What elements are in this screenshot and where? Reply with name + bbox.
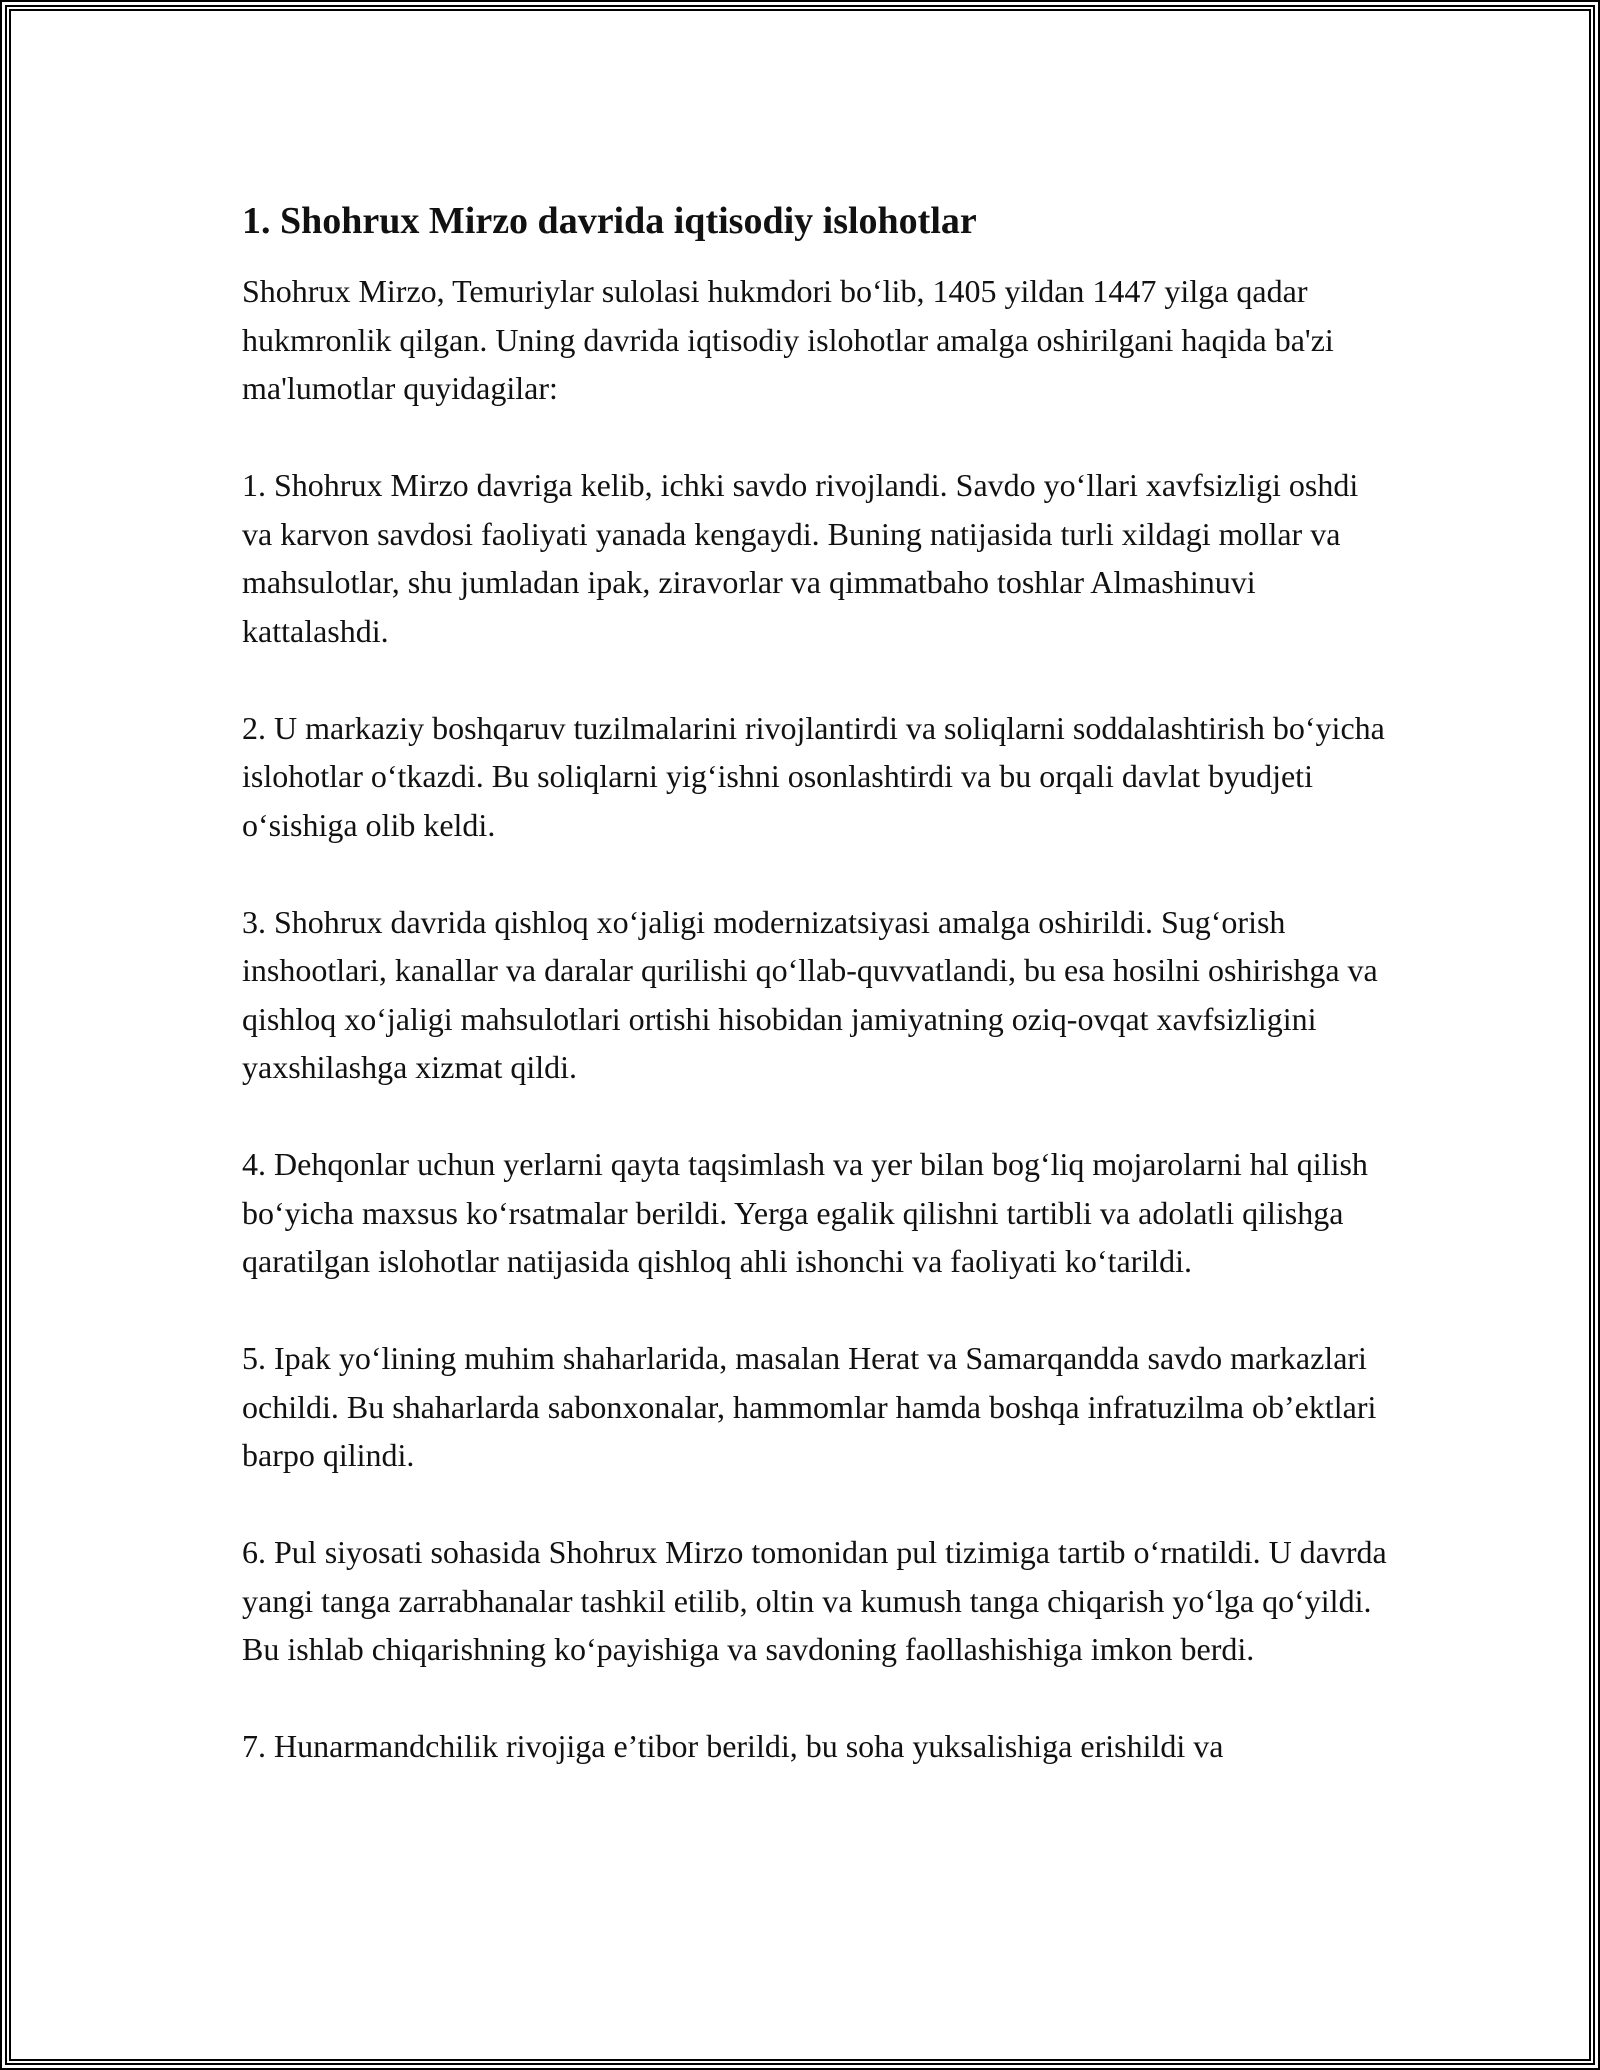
intro-paragraph: Shohrux Mirzo, Temuriylar sulolasi hukmdori bo‘lib, 1405 yildan 1447 yilga qadar hukmronlik qilgan. Uning davrida iqtisodiy islohotlar amalga oshirilgani haqida ba'zi ma'lumotlar quyidagilar: [242,273,1334,406]
paragraph-item-5: 5. Ipak yo‘lining muhim shaharlarida, masalan Herat va Samarqandda savdo markazlari ochildi. Bu shaharlarda sabonxonalar, hammomlar hamda boshqa infratuzilma ob’ektlari barpo qilindi. [242,1340,1377,1473]
paragraph-item-7: 7. Hunarmandchilik rivojiga e’tibor berildi, bu soha yuksalishiga erishildi va [242,1728,1224,1764]
document-title: 1. Shohrux Mirzo davrida iqtisodiy islohotlar [242,200,977,242]
paragraph-item-3: 3. Shohrux davrida qishloq xo‘jaligi modernizatsiyasi amalga oshirildi. Sug‘orish inshootlari, kanallar va daralar qurilishi qo‘llab-quvvatlandi, bu esa hosilni oshirishga va qishloq xo‘jaligi mahsulotlari ortishi hisobidan jamiyatning oziq-ovqat xavfsizligini yaxshilashga xizmat qildi. [242,903,1378,1085]
paragraph-item-6: 6. Pul siyosati sohasida Shohrux Mirzo tomonidan pul tizimiga tartib o‘rnatildi. U davrda yangi tanga zarrabhanalar tashkil etilib, oltin va kumush tanga chiqarish yo‘lga qo‘yildi. Bu ishlab chiqarishning ko‘payishiga va savdoning faollashishiga imkon berdi. [242,1534,1387,1667]
paragraph-item-4: 4. Dehqonlar uchun yerlarni qayta taqsimlash va yer bilan bog‘liq mojarolarni hal qilish bo‘yicha maxsus ko‘rsatmalar berildi. Yerga egalik qilishni tartibli va adolatli qilishga qaratilgan islohotlar natijasida qishloq ahli ishonchi va faoliyati ko‘tarildi. [242,1146,1368,1279]
document-body [242,197,1392,1771]
paragraph-item-1: 1. Shohrux Mirzo davriga kelib, ichki savdo rivojlandi. Savdo yo‘llari xavfsizligi oshdi va karvon savdosi faoliyati yanada kengaydi. Buning natijasida turli xildagi mollar va mahsulotlar, shu jumladan ipak, ziravorlar va qimmatbaho toshlar Almashinuvi kattalashdi. [242,467,1359,649]
paragraph-item-2: 2. U markaziy boshqaruv tuzilmalarini rivojlantirdi va soliqlarni soddalashtirish bo‘yicha islohotlar o‘tkazdi. Bu soliqlarni yig‘ishni osonlashtirdi va bu orqali davlat byudjeti o‘sishiga olib keldi. [242,709,1385,843]
